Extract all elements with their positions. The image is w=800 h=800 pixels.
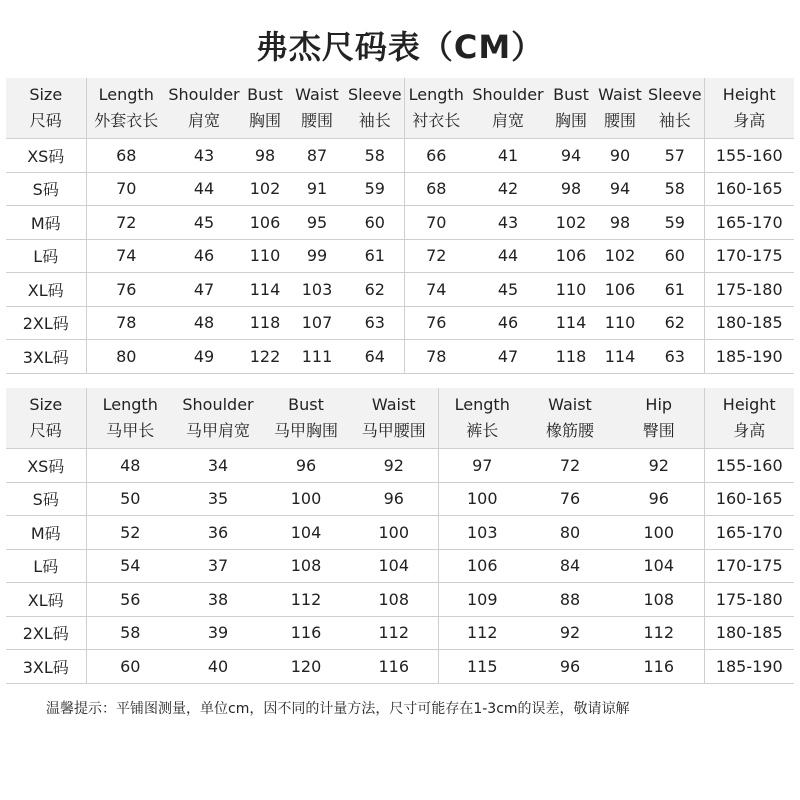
- table-row: [6, 650, 794, 684]
- value-cell: 111: [288, 340, 346, 374]
- value-cell: 43: [468, 206, 548, 240]
- value-cell: 155-160: [704, 449, 794, 483]
- value-cell: 104: [614, 549, 704, 583]
- value-cell: 180-185: [704, 306, 794, 340]
- header-label-en: Length: [102, 395, 158, 414]
- value-cell: 59: [646, 206, 704, 240]
- table-row: [6, 616, 794, 650]
- value-cell: 92: [526, 616, 614, 650]
- header-label-cn: 尺码: [29, 421, 62, 440]
- value-cell: 112: [262, 583, 350, 617]
- value-cell: 56: [86, 583, 174, 617]
- value-cell: 43: [166, 139, 242, 173]
- header-label-en: Height: [722, 85, 776, 104]
- header-cell: [526, 388, 614, 449]
- value-cell: 88: [526, 583, 614, 617]
- value-cell: 160-165: [704, 482, 794, 516]
- header-label-cn: 胸围: [554, 111, 587, 130]
- value-cell: 106: [438, 549, 526, 583]
- value-cell: 96: [526, 650, 614, 684]
- value-cell: 180-185: [704, 616, 794, 650]
- value-cell: 114: [594, 340, 646, 374]
- value-cell: 76: [86, 273, 166, 307]
- table-row: [6, 340, 794, 374]
- header-label-cn: 马甲长: [106, 421, 155, 440]
- header-label-cn: 裤长: [466, 421, 499, 440]
- value-cell: 58: [646, 172, 704, 206]
- value-cell: 100: [614, 516, 704, 550]
- value-cell: 76: [526, 482, 614, 516]
- value-cell: 84: [526, 549, 614, 583]
- header-cell: [438, 388, 526, 449]
- size-cell: L码: [6, 239, 86, 273]
- value-cell: 175-180: [704, 273, 794, 307]
- header-label-cn: 橡筋腰: [545, 421, 594, 440]
- header-label-en: Waist: [371, 395, 416, 414]
- table-row: [6, 306, 794, 340]
- header-label-cn: 马甲腰围: [361, 421, 426, 440]
- header-cell: [548, 78, 594, 139]
- header-label-en: Waist: [295, 85, 339, 104]
- header-cell: [704, 388, 794, 449]
- size-cell: XL码: [6, 583, 86, 617]
- header-label-en: Sleeve: [647, 85, 702, 104]
- value-cell: 170-175: [704, 239, 794, 273]
- value-cell: 44: [468, 239, 548, 273]
- header-label-cn: 马甲肩宽: [185, 421, 250, 440]
- header-label-cn: 袖长: [658, 111, 691, 130]
- value-cell: 100: [438, 482, 526, 516]
- value-cell: 62: [646, 306, 704, 340]
- value-cell: 103: [288, 273, 346, 307]
- value-cell: 70: [404, 206, 468, 240]
- value-cell: 104: [262, 516, 350, 550]
- value-cell: 50: [86, 482, 174, 516]
- header-label-cn: 衬衣长: [412, 111, 461, 130]
- header-label-en: Length: [98, 85, 154, 104]
- value-cell: 80: [526, 516, 614, 550]
- value-cell: 48: [86, 449, 174, 483]
- value-cell: 99: [288, 239, 346, 273]
- value-cell: 100: [350, 516, 438, 550]
- size-cell: L码: [6, 549, 86, 583]
- value-cell: 45: [166, 206, 242, 240]
- header-cell: [242, 78, 288, 139]
- value-cell: 106: [242, 206, 288, 240]
- header-cell: [166, 78, 242, 139]
- value-cell: 45: [468, 273, 548, 307]
- value-cell: 155-160: [704, 139, 794, 173]
- value-cell: 44: [166, 172, 242, 206]
- value-cell: 78: [404, 340, 468, 374]
- value-cell: 116: [350, 650, 438, 684]
- header-cell: [346, 78, 404, 139]
- table-row: [6, 549, 794, 583]
- value-cell: 68: [86, 139, 166, 173]
- value-cell: 104: [350, 549, 438, 583]
- value-cell: 39: [174, 616, 262, 650]
- header-label-en: Waist: [548, 395, 592, 414]
- value-cell: 109: [438, 583, 526, 617]
- value-cell: 118: [242, 306, 288, 340]
- header-cell: [174, 388, 262, 449]
- table-row: [6, 239, 794, 273]
- header-label-cn: 马甲胸围: [273, 421, 338, 440]
- header-label-cn: 臀围: [642, 421, 675, 440]
- value-cell: 47: [166, 273, 242, 307]
- value-cell: 185-190: [704, 340, 794, 374]
- value-cell: 72: [404, 239, 468, 273]
- header-label-en: Bust: [553, 85, 589, 104]
- header-label-en: Shoulder: [182, 395, 254, 414]
- value-cell: 87: [288, 139, 346, 173]
- value-cell: 95: [288, 206, 346, 240]
- header-label-cn: 袖长: [358, 111, 391, 130]
- value-cell: 116: [614, 650, 704, 684]
- value-cell: 103: [438, 516, 526, 550]
- table-row: [6, 206, 794, 240]
- value-cell: 110: [548, 273, 594, 307]
- value-cell: 91: [288, 172, 346, 206]
- value-cell: 34: [174, 449, 262, 483]
- size-cell: 2XL码: [6, 306, 86, 340]
- value-cell: 110: [594, 306, 646, 340]
- value-cell: 114: [242, 273, 288, 307]
- header-label-en: Size: [29, 395, 63, 414]
- value-cell: 92: [350, 449, 438, 483]
- value-cell: 102: [594, 239, 646, 273]
- value-cell: 80: [86, 340, 166, 374]
- value-cell: 72: [526, 449, 614, 483]
- header-cell: [262, 388, 350, 449]
- value-cell: 57: [646, 139, 704, 173]
- header-label-cn: 身高: [733, 421, 766, 440]
- header-label-cn: 腰围: [300, 111, 333, 130]
- value-cell: 66: [404, 139, 468, 173]
- size-table-vest-pants: [6, 388, 794, 684]
- value-cell: 46: [166, 239, 242, 273]
- value-cell: 115: [438, 650, 526, 684]
- value-cell: 118: [548, 340, 594, 374]
- value-cell: 63: [646, 340, 704, 374]
- header-label-en: Hip: [645, 395, 673, 414]
- value-cell: 107: [288, 306, 346, 340]
- value-cell: 74: [404, 273, 468, 307]
- table-row: [6, 139, 794, 173]
- value-cell: 102: [242, 172, 288, 206]
- header-label-cn: 胸围: [248, 111, 281, 130]
- header-cell: [614, 388, 704, 449]
- value-cell: 160-165: [704, 172, 794, 206]
- value-cell: 98: [594, 206, 646, 240]
- header-cell: [404, 78, 468, 139]
- value-cell: 98: [548, 172, 594, 206]
- header-cell: [6, 388, 86, 449]
- table-row: [6, 273, 794, 307]
- value-cell: 58: [346, 139, 404, 173]
- value-cell: 170-175: [704, 549, 794, 583]
- header-cell: [86, 388, 174, 449]
- value-cell: 54: [86, 549, 174, 583]
- value-cell: 94: [594, 172, 646, 206]
- header-label-en: Shoulder: [472, 85, 544, 104]
- size-cell: S码: [6, 482, 86, 516]
- size-cell: XS码: [6, 449, 86, 483]
- value-cell: 63: [346, 306, 404, 340]
- header-label-en: Height: [722, 395, 776, 414]
- header-cell: [350, 388, 438, 449]
- header-label-cn: 身高: [733, 111, 766, 130]
- value-cell: 47: [468, 340, 548, 374]
- value-cell: 61: [346, 239, 404, 273]
- header-row: [6, 388, 794, 449]
- value-cell: 61: [646, 273, 704, 307]
- header-cell: [468, 78, 548, 139]
- value-cell: 74: [86, 239, 166, 273]
- value-cell: 72: [86, 206, 166, 240]
- size-cell: 2XL码: [6, 616, 86, 650]
- value-cell: 90: [594, 139, 646, 173]
- value-cell: 64: [346, 340, 404, 374]
- header-row: [6, 78, 794, 139]
- value-cell: 40: [174, 650, 262, 684]
- value-cell: 68: [404, 172, 468, 206]
- value-cell: 62: [346, 273, 404, 307]
- value-cell: 58: [86, 616, 174, 650]
- page-title: 弗杰尺码表（CM）: [255, 28, 545, 66]
- header-label-cn: 腰围: [603, 111, 636, 130]
- header-cell: [6, 78, 86, 139]
- header-label-cn: 肩宽: [491, 111, 524, 130]
- header-label-en: Length: [454, 395, 510, 414]
- header-label-en: Length: [408, 85, 464, 104]
- header-label-cn: 尺码: [29, 111, 62, 130]
- header-label-en: Waist: [598, 85, 642, 104]
- value-cell: 122: [242, 340, 288, 374]
- value-cell: 38: [174, 583, 262, 617]
- value-cell: 165-170: [704, 206, 794, 240]
- header-label-en: Sleeve: [347, 85, 402, 104]
- value-cell: 97: [438, 449, 526, 483]
- size-table-jacket-shirt: [6, 78, 794, 374]
- size-cell: M码: [6, 206, 86, 240]
- value-cell: 60: [86, 650, 174, 684]
- table-row: [6, 516, 794, 550]
- header-cell: [288, 78, 346, 139]
- header-label-cn: 肩宽: [187, 111, 220, 130]
- value-cell: 108: [262, 549, 350, 583]
- measurement-note: 温馨提示：平铺图测量，单位cm，因不同的计量方法，尺寸可能存在1-3cm的误差，敬请谅解: [46, 701, 630, 717]
- value-cell: 114: [548, 306, 594, 340]
- value-cell: 42: [468, 172, 548, 206]
- value-cell: 60: [346, 206, 404, 240]
- header-label-cn: 外套衣长: [94, 111, 159, 130]
- value-cell: 60: [646, 239, 704, 273]
- value-cell: 106: [548, 239, 594, 273]
- value-cell: 112: [614, 616, 704, 650]
- value-cell: 96: [350, 482, 438, 516]
- size-cell: 3XL码: [6, 650, 86, 684]
- header-label-en: Shoulder: [168, 85, 240, 104]
- header-cell: [646, 78, 704, 139]
- size-cell: M码: [6, 516, 86, 550]
- header-label-en: Bust: [247, 85, 283, 104]
- value-cell: 48: [166, 306, 242, 340]
- value-cell: 116: [262, 616, 350, 650]
- value-cell: 49: [166, 340, 242, 374]
- value-cell: 108: [350, 583, 438, 617]
- value-cell: 98: [242, 139, 288, 173]
- size-cell: 3XL码: [6, 340, 86, 374]
- value-cell: 112: [350, 616, 438, 650]
- table-row: [6, 482, 794, 516]
- value-cell: 100: [262, 482, 350, 516]
- header-label-en: Size: [29, 85, 63, 104]
- value-cell: 120: [262, 650, 350, 684]
- value-cell: 46: [468, 306, 548, 340]
- value-cell: 41: [468, 139, 548, 173]
- value-cell: 96: [614, 482, 704, 516]
- table-row: [6, 583, 794, 617]
- value-cell: 96: [262, 449, 350, 483]
- size-cell: S码: [6, 172, 86, 206]
- value-cell: 185-190: [704, 650, 794, 684]
- value-cell: 102: [548, 206, 594, 240]
- value-cell: 59: [346, 172, 404, 206]
- value-cell: 108: [614, 583, 704, 617]
- header-cell: [86, 78, 166, 139]
- value-cell: 92: [614, 449, 704, 483]
- value-cell: 94: [548, 139, 594, 173]
- header-cell: [594, 78, 646, 139]
- value-cell: 106: [594, 273, 646, 307]
- size-cell: XL码: [6, 273, 86, 307]
- value-cell: 78: [86, 306, 166, 340]
- value-cell: 165-170: [704, 516, 794, 550]
- value-cell: 70: [86, 172, 166, 206]
- header-label-en: Bust: [288, 395, 324, 414]
- size-cell: XS码: [6, 139, 86, 173]
- value-cell: 35: [174, 482, 262, 516]
- value-cell: 52: [86, 516, 174, 550]
- value-cell: 37: [174, 549, 262, 583]
- value-cell: 36: [174, 516, 262, 550]
- value-cell: 76: [404, 306, 468, 340]
- table-row: [6, 172, 794, 206]
- header-cell: [704, 78, 794, 139]
- table-row: [6, 449, 794, 483]
- value-cell: 175-180: [704, 583, 794, 617]
- value-cell: 112: [438, 616, 526, 650]
- value-cell: 110: [242, 239, 288, 273]
